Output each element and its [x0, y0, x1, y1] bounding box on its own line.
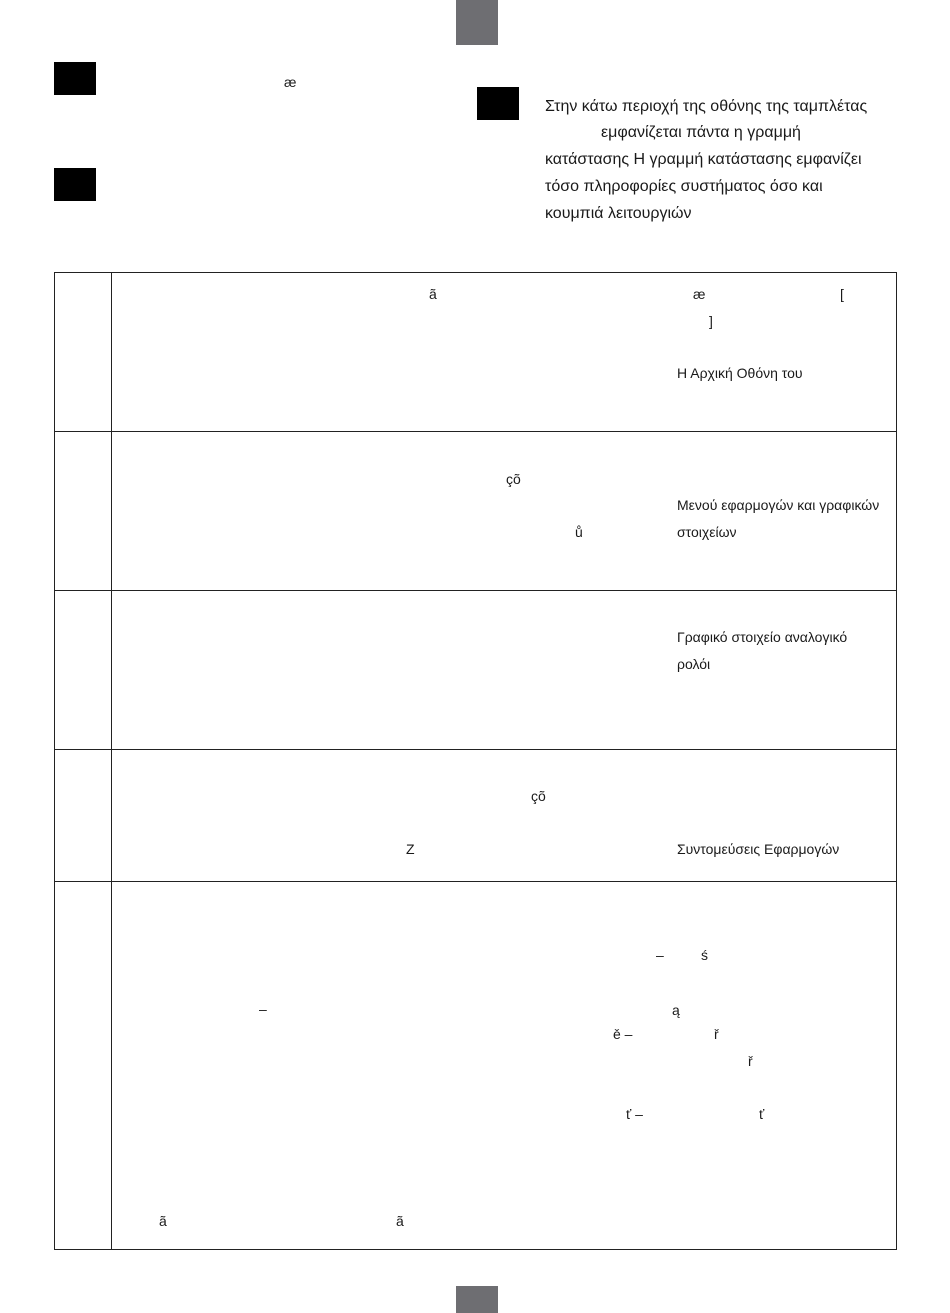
black-marker-3	[477, 87, 519, 120]
intro-line-3: κατάστασης Η γραμμή κατάστασης εμφανίζει	[545, 151, 862, 168]
row4-glyph-co: çõ	[531, 788, 546, 804]
intro-line-1: Στην κάτω περιοχή της οθόνης της ταμπλέτας	[545, 98, 868, 115]
row5-glyph-t-2: ť	[759, 1106, 765, 1122]
content-table	[54, 272, 897, 1250]
row5-glyph-dash-2: –	[259, 1001, 267, 1017]
row2-glyph-u: ů	[575, 524, 583, 540]
row5-glyph-t-dash: ť –	[626, 1106, 643, 1122]
row1-glyph-lbracket: [	[840, 286, 844, 302]
row-divider-1	[54, 431, 897, 432]
row5-glyph-a-2: ã	[396, 1213, 404, 1229]
table-column-divider	[111, 272, 112, 1250]
row2-glyph-co: çõ	[506, 471, 521, 487]
row5-glyph-r-2: ř	[748, 1053, 753, 1069]
row3-caption-line2: ρολόι	[677, 656, 711, 672]
row2-caption-line1: Μενού εφαρμογών και γραφικών	[677, 497, 880, 513]
row5-glyph-a-1: ã	[159, 1213, 167, 1229]
row-divider-4	[54, 881, 897, 882]
row1-glyph-a: ã	[429, 286, 437, 302]
black-marker-2	[54, 168, 96, 201]
row2-caption-line2: στοιχείων	[677, 524, 737, 540]
intro-line-5: κουμπιά λειτουργιών	[545, 205, 692, 222]
row1-glyph-rbracket: ]	[709, 313, 713, 329]
row4-caption: Συντομεύσεις Εφαρμογών	[677, 841, 840, 857]
black-marker-1	[54, 62, 96, 95]
row1-caption: Η Αρχική Οθόνη του	[677, 365, 803, 381]
row5-glyph-r-1: ř	[714, 1026, 719, 1042]
intro-line-4: τόσο πληροφορίες συστήματος όσο και	[545, 178, 823, 195]
row-divider-2	[54, 590, 897, 591]
page-tab-top	[456, 0, 498, 45]
row5-glyph-a-ogonek: ą	[672, 1002, 680, 1018]
row3-caption-line1: Γραφικό στοιχείο αναλογικό	[677, 629, 848, 645]
page-tab-bottom	[456, 1286, 498, 1313]
row4-glyph-z: Z	[406, 841, 415, 857]
row5-glyph-e-dash: ě –	[613, 1026, 633, 1042]
row1-glyph-ae: æ	[693, 286, 706, 302]
row-divider-3	[54, 749, 897, 750]
intro-line-2: εμφανίζεται πάντα η γραμμή	[601, 124, 801, 141]
top-left-glyph: æ	[284, 74, 297, 90]
row5-glyph-s: ś	[701, 947, 708, 963]
row5-glyph-dash-1: –	[656, 947, 664, 963]
